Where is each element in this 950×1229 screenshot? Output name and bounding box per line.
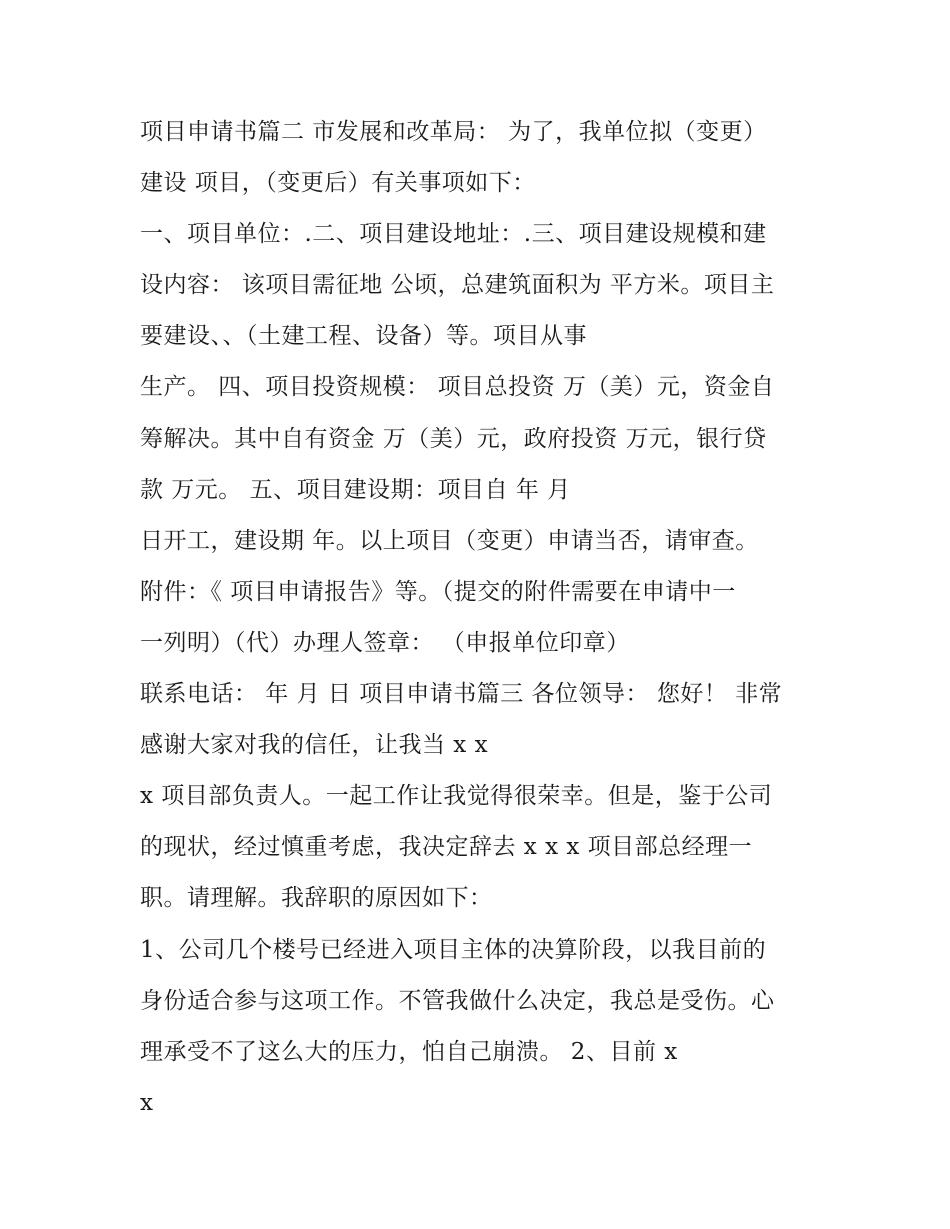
text-line: x	[140, 1089, 154, 1116]
text-line: 要建设、、（土建工程、设备）等。项目从事	[140, 323, 587, 350]
text-line: 身份适合参与这项工作。不管我做什么决定，我总是受伤。心	[140, 987, 775, 1014]
text-line: 生产。 四、项目投资规模： 项目总投资 万（美）元，资金自	[140, 374, 775, 401]
text-line: 1、公司几个楼号已经进入项目主体的决算阶段，以我目前的	[140, 936, 767, 963]
text-line: 设内容： 该项目需征地 公顷，总建筑面积为 平方米。项目主	[140, 272, 775, 299]
text-line: 款 万元。 五、项目建设期：项目自 年 月	[140, 476, 571, 503]
text-line: 筹解决。其中自有资金 万（美）元，政府投资 万元，银行贷	[140, 425, 767, 452]
document-body	[140, 110, 820, 1132]
text-line: 的现状，经过慎重考虑，我决定辞去 x x x 项目部总经理一	[140, 834, 753, 861]
text-line: 联系电话： 年 月 日 项目申请书篇三 各位领导： 您好！ 非常	[140, 681, 783, 708]
text-line: 理承受不了这么大的压力，怕自己崩溃。 2、目前 x	[140, 1038, 678, 1065]
text-line: 感谢大家对我的信任，让我当 x x	[140, 732, 489, 759]
text-line: 附件：《 项目申请报告》等。（提交的附件需要在申请中一	[140, 578, 736, 605]
text-line: 建设 项目，（变更后）有关事项如下：	[140, 170, 536, 197]
text-line: x 项目部负责人。一起工作让我觉得很荣幸。但是，鉴于公司	[140, 783, 773, 810]
text-line: 日开工，建设期 年。以上项目（变更）申请当否，请审查。	[140, 527, 759, 554]
text-line: 一列明）（代）办理人签章： （申报单位印章）	[140, 629, 630, 656]
text-line: 一、项目单位：.二、项目建设地址：.三、项目建设规模和建	[140, 221, 767, 248]
text-line: 职。请理解。我辞职的原因如下：	[140, 885, 493, 912]
text-line: 项目申请书篇二 市发展和改革局： 为了，我单位拟（变更）	[140, 119, 767, 145]
